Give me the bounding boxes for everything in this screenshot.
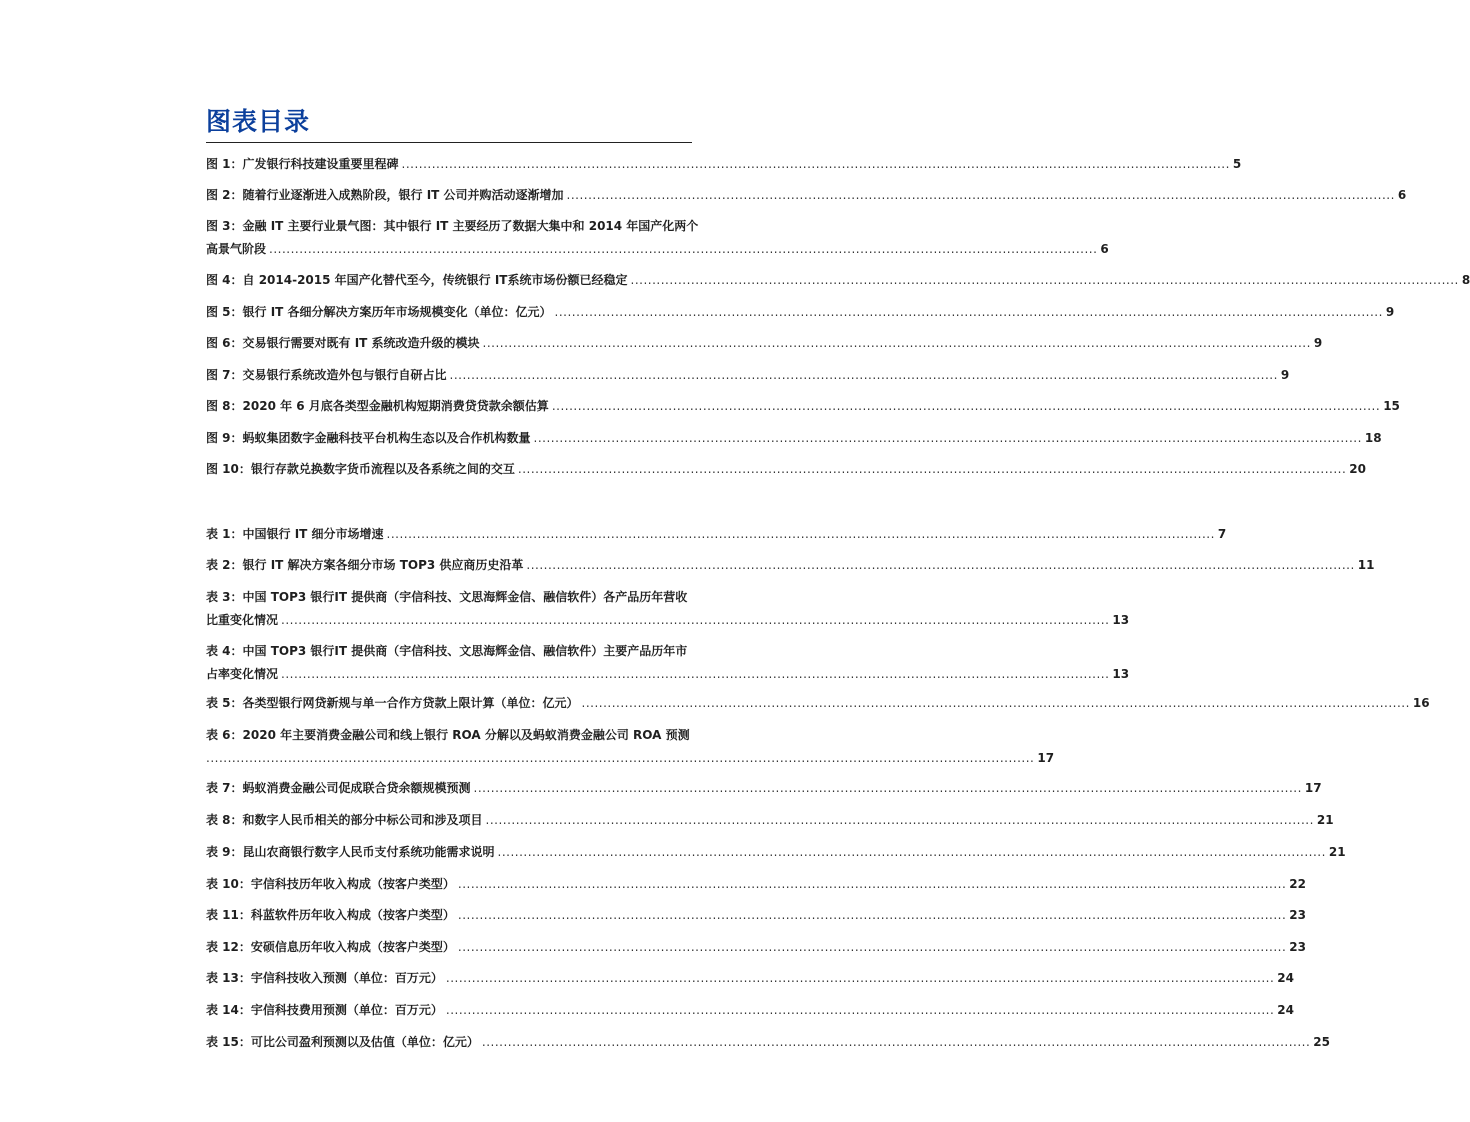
toc-page-number: 23 xyxy=(1289,940,1306,954)
dot-leader xyxy=(498,844,1326,861)
toc-page-number: 21 xyxy=(1328,845,1346,859)
toc-label: 表 5：各类型银行网贷新规与单一合作方贷款上限计算（单位：亿元） xyxy=(206,696,579,710)
toc-table-3[interactable] xyxy=(206,589,1130,629)
toc-page-number: 9 xyxy=(1280,368,1290,382)
toc-page-number: 17 xyxy=(1304,781,1322,795)
toc-label: 表 15：可比公司盈利预测以及估值（单位：亿元） xyxy=(206,1035,479,1049)
toc-figure-6[interactable] xyxy=(206,335,1323,352)
toc-page-number: 22 xyxy=(1289,877,1306,891)
toc-page-number: 23 xyxy=(1289,908,1306,922)
toc-table-9[interactable] xyxy=(206,844,1346,861)
toc-page-number: 8 xyxy=(1461,273,1470,287)
toc-figure-2[interactable] xyxy=(206,187,1407,204)
toc-page-number: 11 xyxy=(1357,558,1375,572)
toc-table-11[interactable] xyxy=(206,907,1306,924)
toc-label: 图 7：交易银行系统改造外包与银行自研占比 xyxy=(206,368,447,382)
toc-page-number: 18 xyxy=(1364,431,1382,445)
toc-page-number: 24 xyxy=(1277,1003,1294,1017)
toc-label: 表 10：宇信科技历年收入构成（按客户类型） xyxy=(206,877,455,891)
dot-leader xyxy=(458,939,1286,956)
toc-figure-10[interactable] xyxy=(206,461,1366,478)
toc-page-number: 6 xyxy=(1397,188,1407,202)
dot-leader xyxy=(446,970,1274,987)
dot-leader xyxy=(281,612,1109,629)
toc-label: 表 9：昆山农商银行数字人民币支付系统功能需求说明 xyxy=(206,845,495,859)
toc-page-number: 13 xyxy=(1112,667,1130,681)
toc-label: 表 4：中国 TOP3 银行IT 提供商（宇信科技、文思海辉金信、融信软件）主要产品历年市 xyxy=(206,644,688,658)
toc-figure-8[interactable] xyxy=(206,398,1400,415)
toc-label: 表 8：和数字人民币相关的部分中标公司和涉及项目 xyxy=(206,813,483,827)
toc-label: 表 3：中国 TOP3 银行IT 提供商（宇信科技、文思海辉金信、融信软件）各产品历年营收 xyxy=(206,590,688,604)
toc-label: 表 7：蚂蚁消费金融公司促成联合贷余额规模预测 xyxy=(206,781,471,795)
dot-leader xyxy=(518,461,1346,478)
toc-table-4[interactable] xyxy=(206,643,1130,683)
dot-leader xyxy=(526,557,1354,574)
toc-figure-7[interactable] xyxy=(206,367,1290,384)
toc-figure-5[interactable] xyxy=(206,304,1395,321)
toc-page-number: 21 xyxy=(1316,813,1334,827)
toc-label: 图 10：银行存款兑换数字货币流程以及各系统之间的交互 xyxy=(206,462,515,476)
dot-leader xyxy=(206,750,1034,767)
dot-leader xyxy=(582,695,1410,712)
toc-page-number: 17 xyxy=(1037,751,1055,765)
toc-label: 图 1：广发银行科技建设重要里程碑 xyxy=(206,157,399,171)
toc-label: 表 6：2020 年主要消费金融公司和线上银行 ROA 分解以及蚂蚁消费金融公司 ROA 预测 xyxy=(206,728,690,742)
dot-leader xyxy=(446,1002,1274,1019)
toc-page-number: 20 xyxy=(1349,462,1366,476)
toc-label: 表 14：宇信科技费用预测（单位：百万元） xyxy=(206,1003,443,1017)
title-divider xyxy=(206,142,692,143)
toc-page-number: 25 xyxy=(1313,1035,1330,1049)
toc-page-number: 24 xyxy=(1277,971,1294,985)
toc-label: 图 2：随着行业逐渐进入成熟阶段，银行 IT 公司并购活动逐渐增加 xyxy=(206,188,564,202)
toc-table-1[interactable] xyxy=(206,526,1227,543)
toc-label-continued: 比重变化情况 xyxy=(206,613,279,627)
dot-leader xyxy=(567,187,1395,204)
toc-figure-9[interactable] xyxy=(206,430,1382,447)
dot-leader xyxy=(281,666,1109,683)
toc-label: 图 8：2020 年 6 月底各类型金融机构短期消费贷贷款余额估算 xyxy=(206,399,549,413)
toc-page-number: 13 xyxy=(1112,613,1130,627)
toc-table-6[interactable] xyxy=(206,727,1055,767)
toc-label: 图 3：金融 IT 主要行业景气图：其中银行 IT 主要经历了数据大集中和 2014 年国产化两个 xyxy=(206,219,699,233)
toc-table-5[interactable] xyxy=(206,695,1430,712)
dot-leader xyxy=(474,780,1302,797)
toc-table-10[interactable] xyxy=(206,876,1306,893)
toc-label: 表 12：安硕信息历年收入构成（按客户类型） xyxy=(206,940,455,954)
toc-page-number: 9 xyxy=(1313,336,1323,350)
toc-label: 表 13：宇信科技收入预测（单位：百万元） xyxy=(206,971,443,985)
toc-label: 表 1：中国银行 IT 细分市场增速 xyxy=(206,527,384,541)
toc-page-number: 15 xyxy=(1383,399,1400,413)
dot-leader xyxy=(534,430,1362,447)
toc-page-number: 9 xyxy=(1385,305,1395,319)
toc-figure-3[interactable] xyxy=(206,218,1109,258)
toc-label: 表 11：科蓝软件历年收入构成（按客户类型） xyxy=(206,908,455,922)
toc-table-7[interactable] xyxy=(206,780,1322,797)
toc-table-15[interactable] xyxy=(206,1034,1330,1051)
dot-leader xyxy=(555,304,1383,321)
toc-figure-1[interactable] xyxy=(206,156,1242,173)
dot-leader xyxy=(631,272,1459,289)
toc-page-number: 5 xyxy=(1232,157,1242,171)
toc-label: 图 9：蚂蚁集团数字金融科技平台机构生态以及合作机构数量 xyxy=(206,431,531,445)
toc-label-continued: 高景气阶段 xyxy=(206,242,267,256)
dot-leader xyxy=(269,241,1097,258)
toc-label: 图 4：自 2014-2015 年国产化替代至今，传统银行 IT系统市场份额已经稳定 xyxy=(206,273,628,287)
dot-leader xyxy=(458,876,1286,893)
toc-table-12[interactable] xyxy=(206,939,1306,956)
toc-label: 表 2：银行 IT 解决方案各细分市场 TOP3 供应商历史沿革 xyxy=(206,558,524,572)
toc-label: 图 5：银行 IT 各细分解决方案历年市场规模变化（单位：亿元） xyxy=(206,305,552,319)
toc-figure-4[interactable] xyxy=(206,272,1470,289)
toc-page-number: 6 xyxy=(1100,242,1109,256)
dot-leader xyxy=(482,1034,1310,1051)
toc-table-2[interactable] xyxy=(206,557,1375,574)
dot-leader xyxy=(387,526,1215,543)
toc-label: 图 6：交易银行需要对既有 IT 系统改造升级的模块 xyxy=(206,336,480,350)
toc-table-13[interactable] xyxy=(206,970,1294,987)
dot-leader xyxy=(402,156,1230,173)
toc-page-number: 7 xyxy=(1217,527,1227,541)
dot-leader xyxy=(450,367,1278,384)
toc-page-number: 16 xyxy=(1412,696,1430,710)
toc-table-8[interactable] xyxy=(206,812,1334,829)
dot-leader xyxy=(552,398,1380,415)
dot-leader xyxy=(483,335,1311,352)
dot-leader xyxy=(486,812,1314,829)
dot-leader xyxy=(458,907,1286,924)
toc-table-14[interactable] xyxy=(206,1002,1294,1019)
toc-label-continued: 占率变化情况 xyxy=(206,667,279,681)
page-title: 图表目录 xyxy=(206,107,311,136)
